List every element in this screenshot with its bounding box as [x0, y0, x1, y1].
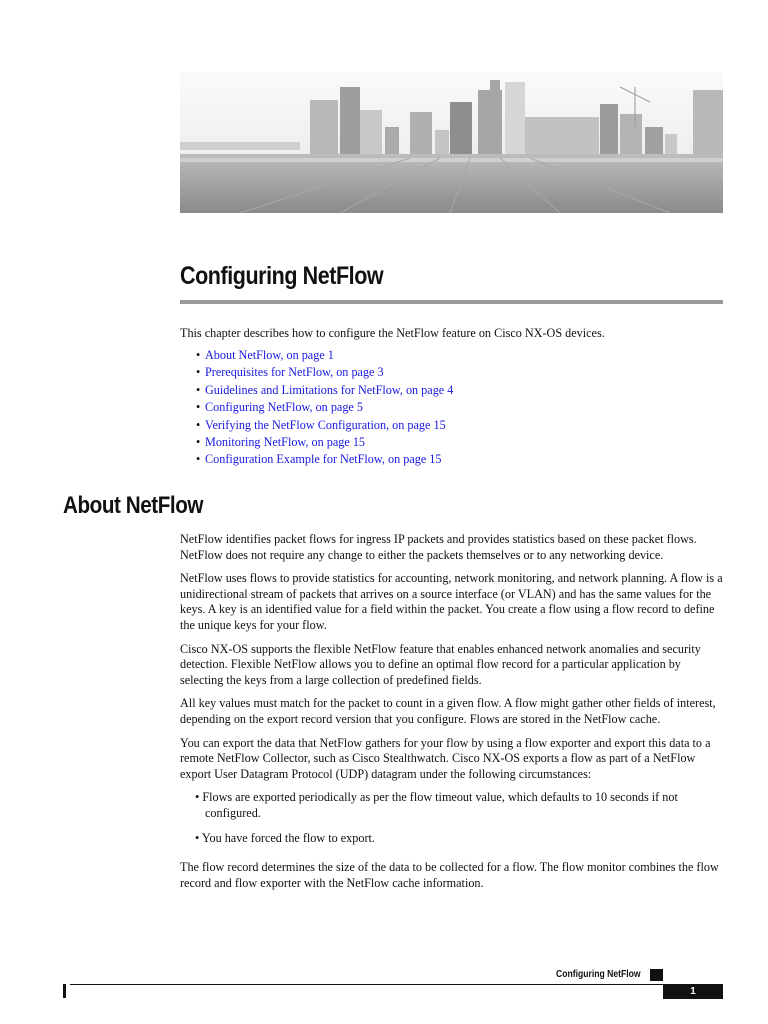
- toc-item: [196, 382, 453, 399]
- footer-chapter-label: Configuring NetFlow: [556, 969, 641, 980]
- list-item-text: You have forced the flow to export.: [201, 830, 375, 845]
- section-body: [180, 532, 725, 899]
- footer-marker: [650, 969, 663, 981]
- city-skyline-banner-image: [180, 72, 723, 213]
- toc-link-guidelines[interactable]: Guidelines and Limitations for NetFlow, on page 4: [205, 382, 454, 397]
- chapter-toc: [196, 347, 453, 469]
- body-paragraph: All key values must match for the packet to count in a given flow. A flow might gather other fields of interest, depending on the export record version that you configure. Flows are stored in the NetFlow cache.: [180, 696, 716, 726]
- footer-rule: [70, 984, 663, 985]
- footer-tick: [63, 984, 66, 998]
- bullet: •: [196, 382, 201, 397]
- chapter-intro: This chapter describes how to configure the NetFlow feature on Cisco NX-OS devices.: [180, 326, 605, 340]
- toc-item: [196, 417, 453, 434]
- bullet: •: [196, 400, 201, 415]
- bullet: •: [196, 417, 201, 432]
- bullet: •: [196, 435, 201, 450]
- body-paragraph: NetFlow uses flows to provide statistics for accounting, network monitoring, and network planning. A flow is a unidirectional stream of packets that arrives on a source interface (or VLAN) and has the same values for the keys. A key is an identified value for a field within the packet. You create a flow using a flow record to define the unique keys for your flow.: [180, 571, 723, 632]
- chapter-title: Configuring NetFlow: [180, 262, 384, 290]
- bullet: •: [196, 348, 201, 362]
- bullet: •: [195, 790, 200, 805]
- toc-link-about-netflow[interactable]: About NetFlow, on page 1: [205, 348, 334, 362]
- toc-item: [196, 347, 453, 364]
- bullet: •: [196, 365, 201, 380]
- toc-item: [196, 364, 453, 381]
- body-paragraph: Cisco NX-OS supports the flexible NetFlow feature that enables enhanced network anomalies and security detection. Flexible NetFlow allows you to define an optimal flow record for a particular application by selecting the keys from a large collection of predefined fields.: [180, 641, 701, 687]
- list-item: [195, 790, 725, 821]
- body-paragraph: You can export the data that NetFlow gathers for your flow by using a flow exporter and export this data to a remote NetFlow Collector, such as Cisco Stealthwatch. Cisco NX-OS exports a flow as part of a NetFlow export User Datagram Protocol (UDP) datagram under the following circumstances:: [180, 735, 711, 781]
- closing-paragraph: The flow record determines the size of the data to be collected for a flow. The flow monitor combines the flow record and flow exporter with the NetFlow cache information.: [180, 860, 719, 890]
- export-conditions-list: [180, 790, 725, 846]
- section-title: About NetFlow: [63, 492, 204, 519]
- toc-link-prerequisites[interactable]: Prerequisites for NetFlow, on page 3: [205, 365, 384, 380]
- toc-item: [196, 434, 453, 451]
- toc-link-verifying[interactable]: Verifying the NetFlow Configuration, on page 15: [205, 417, 446, 432]
- page-number: 1: [663, 984, 723, 999]
- toc-link-configuration-example[interactable]: Configuration Example for NetFlow, on page 15: [205, 452, 442, 467]
- toc-link-configuring[interactable]: Configuring NetFlow, on page 5: [205, 400, 363, 415]
- list-item: [195, 831, 725, 847]
- toc-item: [196, 399, 453, 416]
- body-paragraph: NetFlow identifies packet flows for ingress IP packets and provides statistics based on these packet flows. NetFlow does not require any change to either the packets themselves or to any networking device.: [180, 532, 697, 562]
- bullet: •: [196, 452, 201, 467]
- title-rule: [180, 300, 723, 304]
- bullet: •: [195, 830, 200, 845]
- list-item-text: Flows are exported periodically as per the flow timeout value, which defaults to 10 seconds if not configured.: [202, 790, 678, 820]
- toc-link-monitoring[interactable]: Monitoring NetFlow, on page 15: [205, 435, 366, 450]
- toc-item: [196, 451, 453, 468]
